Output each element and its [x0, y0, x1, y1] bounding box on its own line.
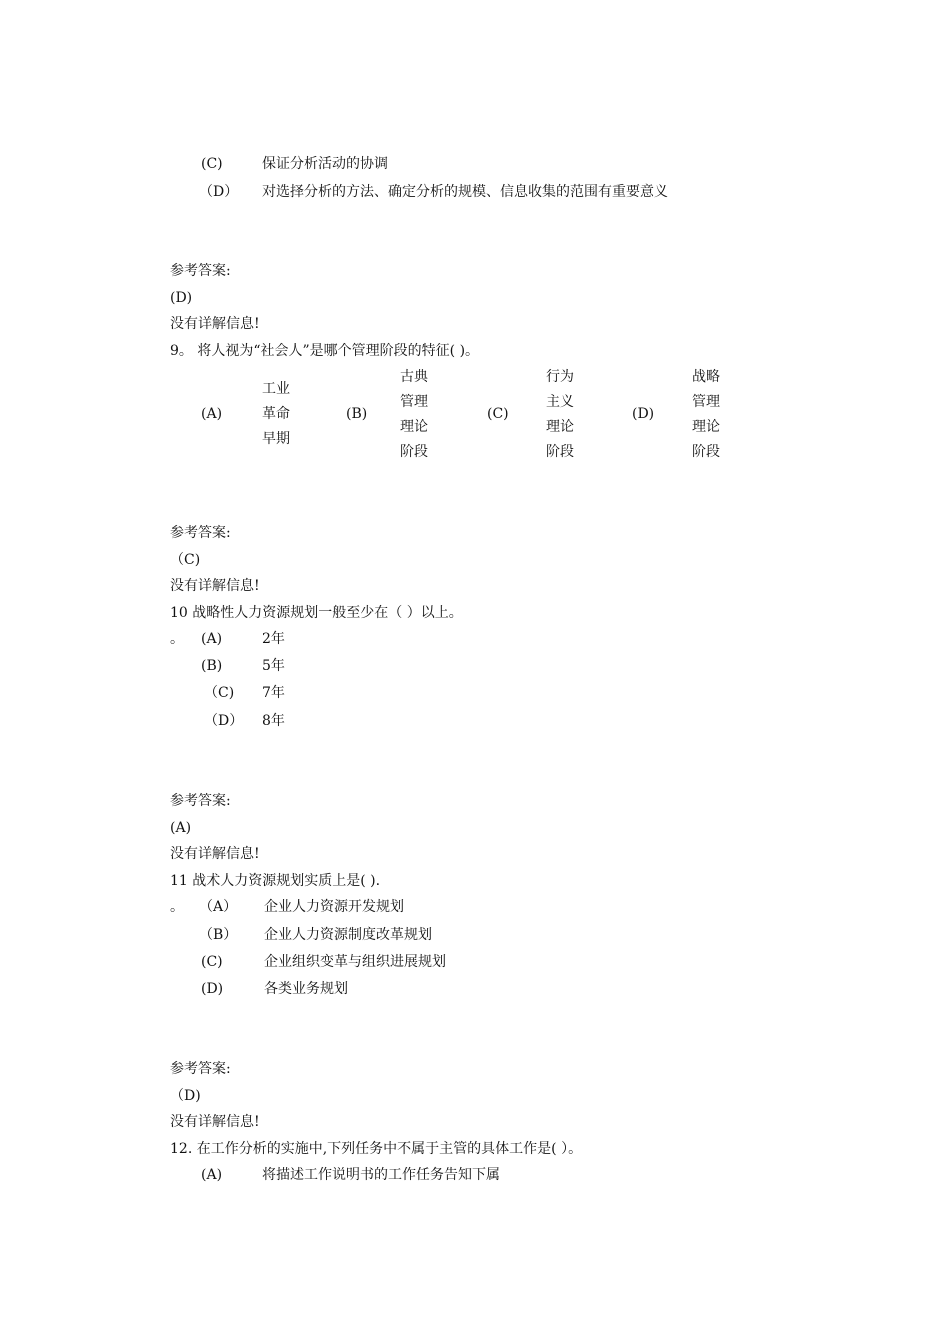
- q8-answer-label: 参考答案:: [170, 263, 231, 279]
- q9-stem: 9。 将人视为“社会人”是哪个管理阶段的特征( )。: [170, 343, 480, 359]
- q9-option-b-label: (B): [346, 406, 368, 422]
- q10-option-d-text: 8年: [262, 713, 285, 729]
- q8-no-detail: 没有详解信息!: [170, 316, 260, 332]
- q9-answer: （C): [170, 552, 201, 568]
- q11-option-b-label: （B）: [199, 927, 238, 943]
- q11-option-d-text: 各类业务规划: [264, 981, 348, 997]
- q12-option-a-label: (A): [201, 1167, 223, 1183]
- q9-option-a-line: 工业: [262, 381, 290, 397]
- q9-option-b-line: 理论: [400, 419, 428, 435]
- q9-option-c-line: 主义: [546, 394, 574, 410]
- q10-option-a-label: (A): [201, 631, 223, 647]
- q9-option-c-line: 阶段: [546, 444, 574, 460]
- q11-option-b-text: 企业人力资源制度改革规划: [264, 927, 432, 943]
- q8-option-d-label: （D）: [199, 184, 239, 200]
- q10-option-c-label: （C): [204, 685, 235, 701]
- q9-no-detail: 没有详解信息!: [170, 578, 260, 594]
- q11-option-c-text: 企业组织变革与组织进展规划: [264, 954, 446, 970]
- q10-option-b-label: (B): [201, 658, 223, 674]
- q11-option-d-label: (D): [201, 981, 224, 997]
- q8-option-d-text: 对选择分析的方法、确定分析的规模、信息收集的范围有重要意义: [262, 184, 668, 200]
- q11-answer-label: 参考答案:: [170, 1061, 231, 1077]
- q9-option-b-line: 阶段: [400, 444, 428, 460]
- q9-option-d-label: (D): [632, 406, 655, 422]
- q11-option-a-text: 企业人力资源开发规划: [264, 899, 404, 915]
- q8-option-c-label: (C): [201, 156, 223, 172]
- q11-option-c-label: (C): [201, 954, 223, 970]
- q10-option-b-text: 5年: [262, 658, 285, 674]
- q9-option-b-line: 管理: [400, 394, 428, 410]
- q11-dot: 。: [170, 899, 184, 915]
- q9-option-a-label: (A): [201, 406, 223, 422]
- q9-option-a-line: 早期: [262, 431, 290, 447]
- q11-option-a-label: （A）: [199, 899, 238, 915]
- q10-no-detail: 没有详解信息!: [170, 846, 260, 862]
- q8-option-c-text: 保证分析活动的协调: [262, 156, 388, 172]
- q9-answer-label: 参考答案:: [170, 525, 231, 541]
- q9-option-c-line: 行为: [546, 369, 574, 385]
- q9-option-d-line: 理论: [692, 419, 720, 435]
- q10-answer-label: 参考答案:: [170, 793, 231, 809]
- q10-option-c-text: 7年: [262, 685, 285, 701]
- q10-answer: (A): [170, 820, 192, 836]
- q11-no-detail: 没有详解信息!: [170, 1114, 260, 1130]
- q9-option-c-label: (C): [487, 406, 509, 422]
- q10-stem: 10 战略性人力资源规划一般至少在（ ）以上。: [170, 605, 463, 621]
- q11-stem: 11 战术人力资源规划实质上是( ).: [170, 873, 381, 889]
- q12-stem: 12. 在工作分析的实施中,下列任务中不属于主管的具体工作是( ）。: [170, 1141, 583, 1157]
- q12-option-a-text: 将描述工作说明书的工作任务告知下属: [262, 1167, 500, 1183]
- q9-option-d-line: 管理: [692, 394, 720, 410]
- q10-option-d-label: （D）: [204, 713, 244, 729]
- q8-answer: (D): [170, 290, 193, 306]
- q9-option-b-line: 古典: [400, 369, 428, 385]
- q9-option-d-line: 阶段: [692, 444, 720, 460]
- q10-option-a-text: 2年: [262, 631, 285, 647]
- q9-option-d-line: 战略: [692, 369, 720, 385]
- q9-option-a-line: 革命: [262, 406, 290, 422]
- q9-option-c-line: 理论: [546, 419, 574, 435]
- q11-answer: （D): [170, 1088, 201, 1104]
- q10-dot: 。: [170, 631, 184, 647]
